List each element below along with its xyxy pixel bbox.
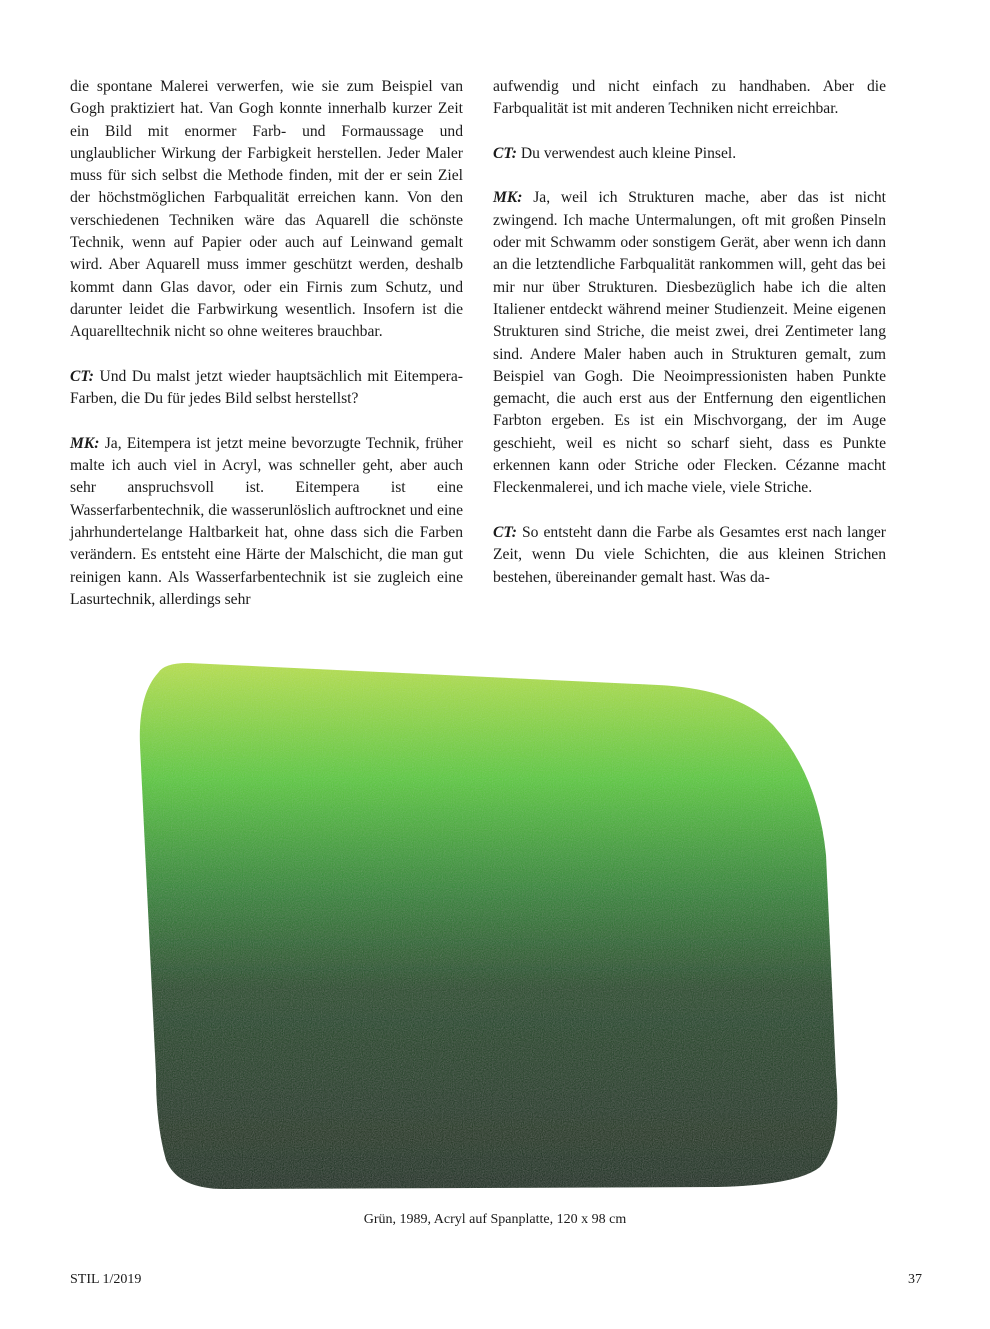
text-column-left (70, 76, 463, 633)
paragraph (70, 76, 463, 344)
speaker-label: CT: (70, 367, 94, 385)
paragraph-text: Ja, Eitempera ist jetzt meine bevorzugte Technik, früher malte ich auch viel in Acryl, was schneller geht, aber auch sehr anspruchsvoll ist. Eitempera ist eine Wasserfarbentechnik, die wasserunlöslich auftrocknet und eine jahrhundertelange Haltbarkeit hat, ohne dass sich die Farben verändern. Es entsteht eine Härte der Malschicht, die man gut reinigen kann. Als Wasserfarbentechnik ist sie zugleich eine Lasurtechnik, allerdings sehr (70, 434, 463, 608)
speaker-label: MK: (493, 189, 523, 207)
paragraph-text: Und Du malst jetzt wieder hauptsächlich mit Eitempera-Farben, die Du für jedes Bild selbst herstellst? (70, 367, 463, 408)
painting-image (118, 655, 863, 1200)
paragraph-text: So entsteht dann die Farbe als Gesamtes erst nach langer Zeit, wenn Du viele Schichten, die aus kleinen Strichen bestehen, übereinander gemalt hast. Was da- (493, 523, 886, 586)
publication-footer: STIL 1/2019 (70, 1272, 142, 1287)
painting-surface (140, 663, 837, 1189)
speaker-label: CT: (493, 523, 517, 541)
paragraph (493, 143, 886, 165)
text-column-right (493, 76, 886, 611)
paragraph (493, 76, 886, 121)
paragraph-text: aufwendig und nicht einfach zu handhaben. Aber die Farbqualität ist mit anderen Techniken nicht erreichbar. (493, 78, 886, 118)
paragraph-text: Du verwendest auch kleine Pinsel. (520, 144, 737, 162)
paragraph (493, 522, 886, 589)
speaker-label: MK: (70, 434, 100, 452)
paragraph (70, 366, 463, 411)
paragraph (70, 433, 463, 611)
speaker-label: CT: (493, 144, 517, 162)
paragraph (493, 187, 886, 499)
paragraph-text: Ja, weil ich Strukturen mache, aber das ist nicht zwingend. Ich mache Untermalungen, oft mit großen Pinseln oder mit Schwamm oder sonstigem Gerät, aber wenn ich dann an die letztendliche Farbqualität rankommen will, geht das bei mir nur über Strukturen. Diesbezüglich habe ich die alten Italiener entdeckt während meiner Studienzeit. Meine eigenen Strukturen sind Striche, die meist zwei, drei Zentimeter lang sind. Andere Maler haben auch in Strukturen gemalt, zum Beispiel van Gogh. Die Neoimpressionisten haben Punkte gemacht, die auch erst aus der Entfernung den eigentlichen Farbton ergeben. Es ist ein Mischvorgang, der im Auge geschieht, weil es nicht so scharf sieht, dass es Punkte erkennen kann oder Striche oder Flecken. Cézanne macht Fleckenmalerei, und ich mache viele, viele Striche. (493, 189, 886, 497)
green-painting (118, 655, 863, 1200)
page-number: 37 (908, 1272, 922, 1287)
figure-caption: Grün, 1989, Acryl auf Spanplatte, 120 x 98 cm (363, 1212, 627, 1227)
paragraph-text: die spontane Malerei verwerfen, wie sie zum Beispiel van Gogh praktiziert hat. Van Gogh konnte innerhalb kurzer Zeit ein Bild mit enormer Farb- und Formaussage und unglaublicher Wirkung der Farbigkeit herstellen. Jeder Maler muss für sich selbst die Methode finden, mit der er sein Ziel der höchstmöglichen Farbqualität erreichen kann. Von den verschiedenen Techniken wäre das Aquarell die schönste Technik, wenn auf Papier oder auch auf Leinwand gemalt wird. Aber Aquarell muss immer geschützt werden, deshalb kommt dann Glas davor, oder ein Firnis zum Schutz, und darunter leidet die Farbwirkung wesentlich. Insofern ist die Aquarelltechnik nicht so ohne weiteres brauchbar. (70, 78, 463, 341)
